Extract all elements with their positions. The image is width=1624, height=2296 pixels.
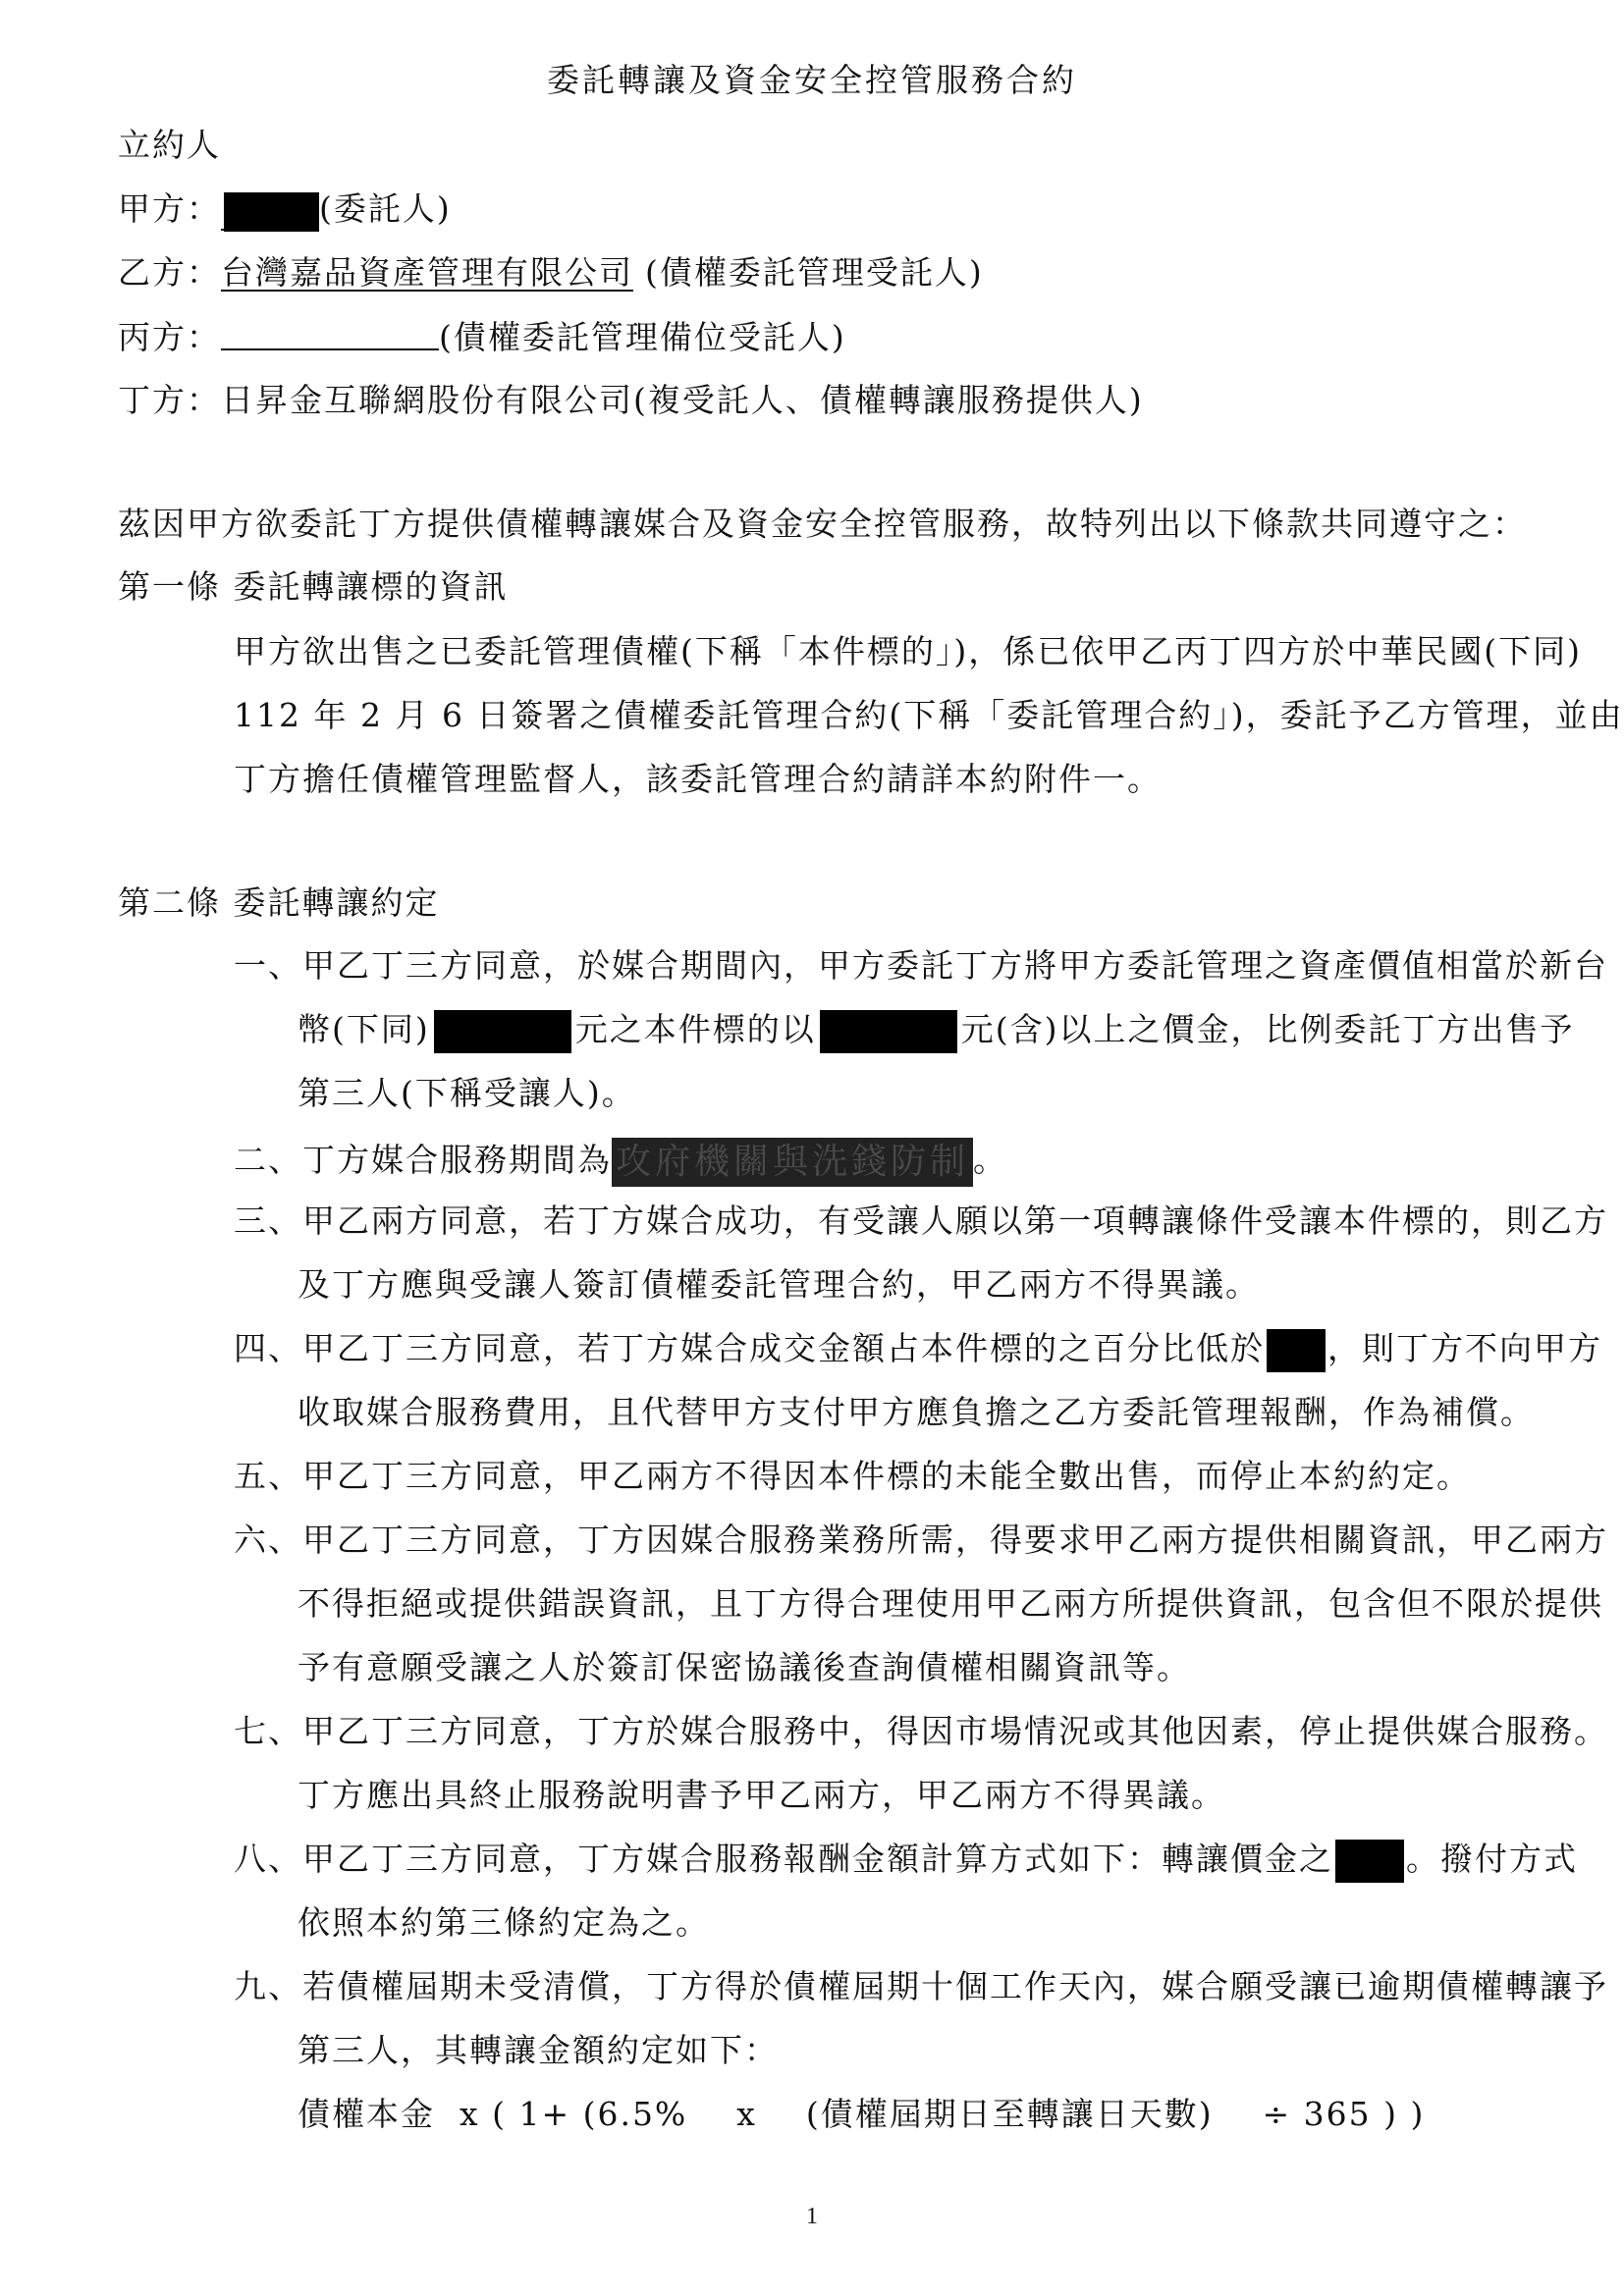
party-c-role: (債權委託管理備位受託人)	[439, 318, 846, 356]
article-2-heading: 第二條 委託轉讓約定	[118, 883, 440, 922]
clause-4-text-b: ，則丁方不向甲方	[1327, 1329, 1602, 1367]
clause-9-line-2: 第三人，其轉讓金額約定如下：	[298, 2031, 779, 2069]
party-b-name: 台灣嘉品資產管理有限公司	[221, 253, 633, 292]
redaction-box	[1267, 1329, 1326, 1372]
party-c-blank	[221, 319, 439, 350]
clause-4-line-2: 收取媒合服務費用，且代替甲方支付甲方應負擔之乙方委託管理報酬，作為補償。	[298, 1393, 1535, 1431]
clause-3-line-1: 三、甲乙兩方同意，若丁方媒合成功，有受讓人願以第一項轉讓條件受讓本件標的，則乙方	[234, 1201, 1608, 1240]
clause-2-period: 。	[973, 1141, 1008, 1179]
clause-5-line: 五、甲乙丁三方同意，甲乙兩方不得因本件標的未能全數出售，而停止本約約定。	[234, 1457, 1471, 1495]
clause-2-text: 二、丁方媒合服務期間為	[234, 1141, 612, 1179]
party-c-line	[118, 317, 846, 357]
redacted-watermark-text: 攻府機關與洗錢防制	[612, 1138, 973, 1187]
party-b-role: (債權委託管理受託人)	[645, 253, 984, 292]
party-a-blank	[221, 187, 319, 231]
article-1-heading: 第一條 委託轉讓標的資訊	[118, 567, 509, 606]
clause-8-text-a: 八、甲乙丁三方同意，丁方媒合服務報酬金額計算方式如下：轉讓價金之	[234, 1840, 1333, 1878]
party-a-label: 甲方：	[118, 189, 221, 228]
redaction-box	[820, 1010, 957, 1053]
article-1-line-1: 甲方欲出售之已委託管理債權(下稱「本件標的」)，係已依甲乙丙丁四方於中華民國(下同)	[234, 632, 1582, 670]
party-b-line	[118, 253, 984, 293]
party-a-line	[118, 189, 452, 233]
clause-1-line-2	[298, 1010, 1575, 1053]
party-a-role: (委託人)	[319, 189, 452, 228]
parties-heading: 立約人	[118, 126, 221, 164]
clause-1-line-3: 第三人(下稱受讓人)。	[298, 1074, 636, 1112]
clause-9-formula: 債權本金 x ( 1+ (6.5% x (債權屆期日至轉讓日天數) ÷ 365 ) )	[298, 2095, 1426, 2133]
redaction-box	[434, 1010, 571, 1053]
clause-6-line-2: 不得拒絕或提供錯誤資訊，且丁方得合理使用甲乙兩方所提供資訊，包含但不限於提供	[298, 1584, 1603, 1623]
clause-7-line-1: 七、甲乙丁三方同意，丁方於媒合服務中，得因市場情況或其他因素，停止提供媒合服務。	[234, 1712, 1608, 1750]
clause-1-line-1: 一、甲乙丁三方同意，於媒合期間內，甲方委託丁方將甲方委託管理之資產價值相當於新台	[234, 946, 1608, 985]
clause-8-text-b: 。撥付方式	[1406, 1840, 1578, 1878]
clause-3-line-2: 及丁方應與受讓人簽訂債權委託管理合約，甲乙兩方不得異議。	[298, 1265, 1260, 1304]
clause-8-line-1	[234, 1840, 1578, 1883]
redaction-box	[1335, 1840, 1404, 1883]
party-b-label: 乙方：	[118, 253, 221, 292]
clause-7-line-2: 丁方應出具終止服務說明書予甲乙兩方，甲乙兩方不得異議。	[298, 1776, 1225, 1814]
clause-6-line-1: 六、甲乙丁三方同意，丁方因媒合服務業務所需，得要求甲乙兩方提供相關資訊，甲乙兩方	[234, 1521, 1608, 1559]
clause-4-text-a: 四、甲乙丁三方同意，若丁方媒合成交金額占本件標的之百分比低於	[234, 1329, 1265, 1367]
page-number: 1	[806, 2204, 818, 2229]
party-c-label: 丙方：	[118, 318, 221, 356]
article-1-line-2: 112 年 2 月 6 日簽署之債權委託管理合約(下稱「委託管理合約」)，委託予乙方管理，並由	[234, 696, 1624, 734]
clause-4-line-1	[234, 1329, 1602, 1372]
party-d-label: 丁方：	[118, 381, 221, 419]
clause-1-text-b: 元之本件標的以	[574, 1010, 816, 1048]
clause-9-line-1: 九、若債權屆期未受清償，丁方得於債權屆期十個工作天內，媒合願受讓已逾期債權轉讓予	[234, 1967, 1608, 2005]
article-1-line-3: 丁方擔任債權管理監督人，該委託管理合約請詳本約附件一。	[234, 760, 1162, 798]
clause-2-line	[234, 1138, 1007, 1187]
intro-paragraph: 茲因甲方欲委託丁方提供債權轉讓媒合及資金安全控管服務，故特列出以下條款共同遵守之：	[118, 505, 1527, 543]
document-title: 委託轉讓及資金安全控管服務合約	[547, 61, 1077, 99]
clause-1-text-a: 幣(下同)	[298, 1010, 430, 1048]
clause-1-text-c: 元(含)以上之價金，比例委託丁方出售予	[960, 1010, 1575, 1048]
clause-6-line-3: 予有意願受讓之人於簽訂保密協議後查詢債權相關資訊等。	[298, 1648, 1191, 1686]
party-d-line	[118, 381, 1144, 420]
clause-8-line-2: 依照本約第三條約定為之。	[298, 1903, 710, 1942]
party-d-text: 日昇金互聯網股份有限公司(複受託人、債權轉讓服務提供人)	[221, 381, 1144, 419]
redaction-box	[224, 192, 319, 232]
